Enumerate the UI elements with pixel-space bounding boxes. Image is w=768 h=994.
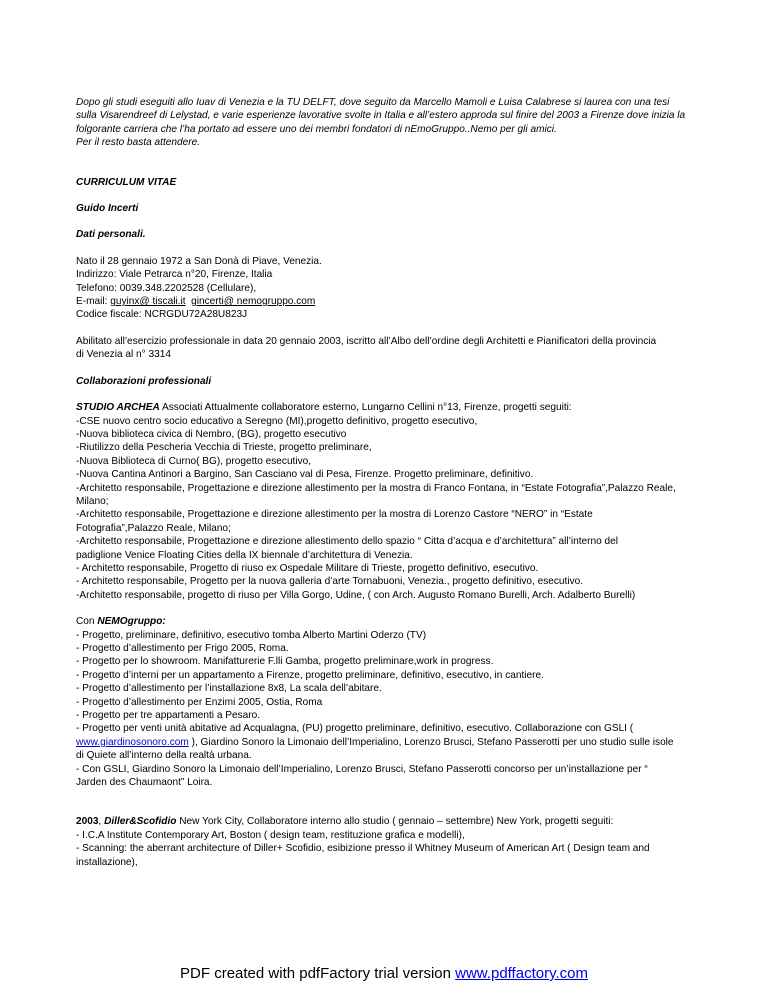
document-body xyxy=(76,96,706,869)
project-line: - Progetto, preliminare, definitivo, esecutivo tomba Alberto Martini Oderzo (TV) xyxy=(76,629,427,641)
email-link-secondary[interactable]: gincerti@ nemogruppo.com xyxy=(191,296,316,308)
project-line: - Architetto responsabile, Progetto di riuso ex Ospedale Militare di Trieste, progetto definitivo, esecutivo. xyxy=(76,562,539,574)
intro-line: Dopo gli studi eseguiti allo Iuav di Venezia e la TU DELFT, dove seguito da Marcello Mamoli e Luisa Calabrese si laurea con una tesi xyxy=(76,97,670,108)
project-line: -Architetto responsabile, progetto di riuso per Villa Gorgo, Udine, ( con Arch. Augusto Romano Burelli, Arch. Adalberto Burelli) xyxy=(76,589,636,601)
archea-name: STUDIO ARCHEA xyxy=(76,402,160,414)
diller-sep: , xyxy=(98,816,105,828)
project-line: -Architetto responsabile, Progettazione e direzione allestimento dello spazio “ Citta d’acqua e d’architettura” all’interno del xyxy=(76,536,618,548)
project-line: Fotografia”,Palazzo Reale, Milano; xyxy=(76,522,231,534)
project-line: - Progetto per venti unità abitative ad Acqualagna, (PU) progetto preliminare, definitivo, esecutivo. Collaborazione con GSLI ( xyxy=(76,723,634,735)
project-line: -Nuova Biblioteca di Curno( BG), progetto esecutivo, xyxy=(76,455,312,467)
pdf-footer xyxy=(0,965,768,982)
nemo-name: NEMOgruppo: xyxy=(97,616,166,628)
archea-intro-text: Associati Attualmente collaboratore esterno, Lungarno Cellini n°13, Firenze, progetti seguiti: xyxy=(159,402,572,414)
intro-line: folgorante carriera che l’ha portato ad essere uno dei membri fondatori di nEmoGruppo..Nemo per gli amici. xyxy=(76,123,557,135)
project-line: - Progetto d’allestimento per l’installazione 8x8, La scala dell’abitare. xyxy=(76,683,382,695)
nemo-section xyxy=(76,615,706,789)
project-line: di Quiete all’interno della realtà urbana. xyxy=(76,750,252,762)
project-line: padiglione Venice Floating Cities della IX biennale d’architettura di Venezia. xyxy=(76,549,413,561)
personal-data-heading: Dati personali. xyxy=(76,229,146,241)
project-line: - Architetto responsabile, Progetto per la nuova galleria d’arte Tornabuoni, Venezia., progetto definitivo, esecutivo. xyxy=(76,576,584,588)
diller-section xyxy=(76,815,706,869)
email-line xyxy=(76,295,706,308)
birth-line: Nato il 28 gennaio 1972 a San Donà di Piave, Venezia. xyxy=(76,255,322,267)
project-line: - Progetto d’allestimento per Frigo 2005, Roma. xyxy=(76,643,289,654)
project-line: - Progetto d’allestimento per Enzimi 2005, Ostia, Roma xyxy=(76,696,323,708)
project-line: -Architetto responsabile, Progettazione e direzione allestimento per la mostra di Franco Fontana, in “Estate Fotografia”,Palazzo Reale, xyxy=(76,482,676,494)
phone-line: Telefono: 0039.348.2202528 (Cellulare), xyxy=(76,282,257,294)
giardinosonoro-link[interactable]: www.giardinosonoro.com xyxy=(76,736,189,748)
project-line: Jarden des Chaumaont” Loira. xyxy=(76,777,213,789)
collaborations-heading: Collaborazioni professionali xyxy=(76,375,212,387)
project-line: - I.C.A Institute Contemporary Art, Boston ( design team, restituzione grafica e modelli), xyxy=(76,829,465,841)
email-link-primary[interactable]: guyinx@ tiscali.it xyxy=(110,296,186,308)
diller-year: 2003 xyxy=(76,816,99,828)
project-line: - Progetto per lo showroom. Manifatturerie F.lli Gamba, progetto preliminare,work in progress. xyxy=(76,656,494,668)
fiscal-code-line: Codice fiscale: NCRGDU72A28U823J xyxy=(76,309,248,321)
person-name: Guido Incerti xyxy=(76,203,139,215)
diller-name: Diller&Scofidio xyxy=(104,816,177,828)
nemo-prefix: Con xyxy=(76,616,98,628)
intro-line: Per il resto basta attendere. xyxy=(76,137,200,149)
project-line: -Nuova biblioteca civica di Nembro, (BG), progetto esecutivo xyxy=(76,428,347,440)
footer-text: PDF created with pdfFactory trial version xyxy=(180,965,456,982)
project-line: -Architetto responsabile, Progettazione e direzione allestimento per la mostra di Lorenzo Castore “NERO” in “Estate xyxy=(76,509,593,521)
diller-intro-text: New York City, Collaboratore interno allo studio ( gennaio – settembre) New York, progetti seguiti: xyxy=(176,816,614,828)
project-line: - Con GSLI, Giardino Sonoro la Limonaio dell’Imperialino, Lorenzo Brusci, Stefano Passerotti concorso per un’installazione per “ xyxy=(76,763,648,775)
project-line: installazione), xyxy=(76,856,138,868)
diller-intro xyxy=(76,815,706,828)
qualification-line: di Venezia al n° 3314 xyxy=(76,349,171,361)
intro-paragraph xyxy=(76,96,706,150)
project-line: -CSE nuovo centro socio educativo a Seregno (MI),progetto definitivo, progetto esecutivo, xyxy=(76,415,478,427)
project-line-with-link xyxy=(76,736,706,749)
project-line-text: ), Giardino Sonoro la Limonaio dell’Imperialino, Lorenzo Brusci, Stefano Passerotti per uno studio sulle isole xyxy=(188,736,674,748)
project-line: -Nuova Cantina Antinori a Bargino, San Casciano val di Pesa, Firenze. Progetto preliminare, definitivo. xyxy=(76,469,534,481)
project-line: - Progetto d’interni per un appartamento a Firenze, progetto preliminare, definitivo, esecutivo, in cantiere. xyxy=(76,669,544,681)
project-line: -Riutilizzo della Pescheria Vecchia di Trieste, progetto preliminare, xyxy=(76,442,372,454)
nemo-intro xyxy=(76,615,706,628)
project-line: - Scanning: the aberrant architecture of Diller+ Scofidio, esibizione presso il Whitney Museum of American Art ( Design team and xyxy=(76,843,650,855)
cv-title: CURRICULUM VITAE xyxy=(76,176,177,188)
archea-intro xyxy=(76,401,706,414)
personal-data xyxy=(76,255,706,322)
archea-section xyxy=(76,401,706,602)
project-line: Milano; xyxy=(76,495,109,507)
address-line: Indirizzo: Viale Petrarca n°20, Firenze, Italia xyxy=(76,269,273,281)
qualification-paragraph xyxy=(76,335,706,362)
pdffactory-link[interactable]: www.pdffactory.com xyxy=(455,965,588,982)
project-line: - Progetto per tre appartamenti a Pesaro. xyxy=(76,710,261,722)
email-label: E-mail: xyxy=(76,296,111,308)
qualification-line: Abilitato all’esercizio professionale in data 20 gennaio 2003, iscritto all’Albo dell’ordine degli Architetti e Pianificatori della provincia xyxy=(76,335,657,347)
intro-line: sulla Visarendreef di Lelystad, e varie esperienze lavorative svolte in Italia e all’estero approda sul finire del 2003 a Firenze dove inizia la xyxy=(76,110,686,122)
